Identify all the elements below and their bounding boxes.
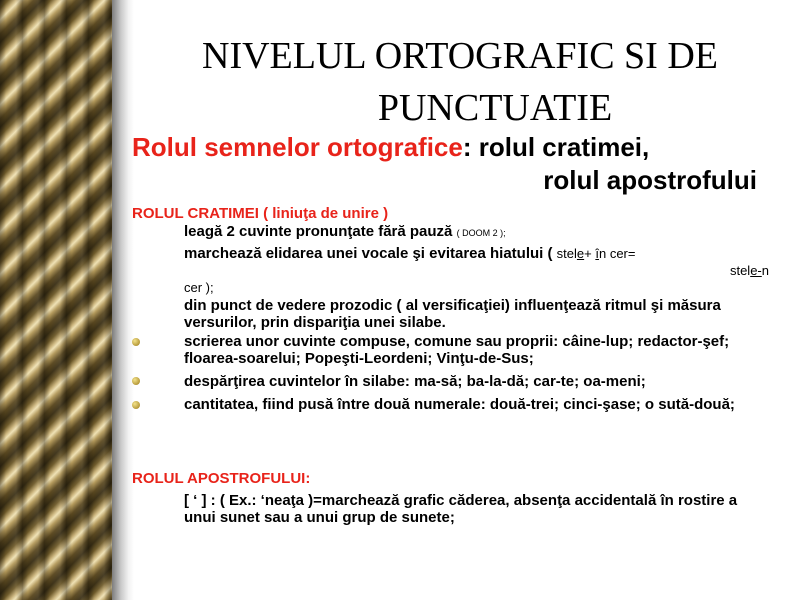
- example-b: e: [576, 246, 585, 261]
- subtitle-highlight: Rolul semnelor ortografice: [132, 132, 463, 162]
- decorative-side-band: [0, 0, 112, 600]
- title-line-1: NIVELUL ORTOGRAFIC SI DE: [202, 35, 718, 77]
- cratima-item-2: [184, 245, 769, 296]
- cratima-bullet-2: despărţirea cuvintelor în silabe: ma-să; ba-la-dă; car-te; oa-meni;: [184, 373, 646, 390]
- cratima-item-2-line-2: cer );: [184, 280, 214, 295]
- bullet-icon: [132, 401, 140, 409]
- title-line-2: PUNCTUATIE: [377, 87, 613, 129]
- subtitle-line-2: rolul apostrofului: [543, 165, 757, 195]
- example-a: stel: [556, 246, 577, 261]
- cratima-bullet-1: scrierea unor cuvinte compuse, comune sau proprii: câine-lup; redactor-şef; floarea-soarelui; Popeşti-Leordeni; Vinţu-de-Sus;: [184, 333, 730, 367]
- cratima-item-3: din punct de vedere prozodic ( al versificaţiei) influenţează ritmul şi măsura versurilor, prin dispariţia unei silabe.: [184, 297, 721, 331]
- subtitle-rest: : rolul cratimei,: [462, 132, 650, 162]
- cratima-bullet-3: cantitatea, fiind pusă între două numerale: două-trei; cinci-şase; o sută-două;: [184, 396, 735, 413]
- cratima-item-1: [184, 223, 769, 242]
- cratima-heading: ROLUL CRATIMEI ( liniuţa de unire ): [132, 205, 389, 222]
- example-line-right: [184, 262, 769, 279]
- example-h: n: [761, 263, 769, 278]
- side-band-edge: [112, 0, 134, 600]
- cratima-item-2-text: marchează elidarea unei vocale şi evitarea hiatului (: [184, 245, 557, 262]
- bullet-icon: [132, 338, 140, 346]
- example-c: +: [584, 246, 596, 261]
- apostrof-item-1: [ ‘ ] : ( Ex.: ‘neaţa )=marchează grafic căderea, absenţa accidentală în rostire a unui sunet sau a unui grup de sunete;: [184, 492, 738, 526]
- cratima-item-1-text: leagă 2 cuvinte pronunţate fără pauză: [184, 223, 453, 240]
- example-d: î: [595, 246, 599, 261]
- bullet-icon: [132, 377, 140, 385]
- apostrof-heading: ROLUL APOSTROFULUI:: [132, 470, 311, 487]
- slide-title: [140, 30, 780, 134]
- example-g: e-: [750, 263, 762, 278]
- slide-subtitle: [132, 131, 757, 197]
- cratima-item-1-ref: ( DOOM 2 );: [456, 228, 506, 238]
- example-f: stel: [729, 263, 751, 278]
- example-e: n cer=: [598, 246, 636, 261]
